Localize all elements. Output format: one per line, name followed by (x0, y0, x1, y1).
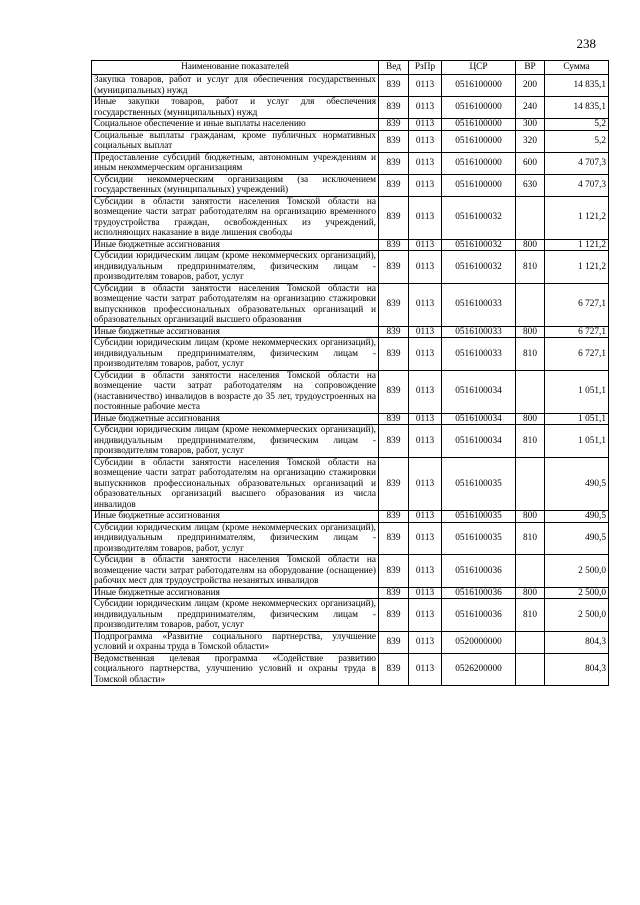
row-name-cell: Закупка товаров, работ и услуг для обеспечения государственных (муниципальных) нужд (92, 75, 379, 97)
row-sum-cell: 804,3 (545, 631, 609, 653)
table-row (92, 130, 609, 152)
table-row (92, 631, 609, 653)
header-csr: ЦСР (442, 61, 516, 75)
row-rzpr-cell: 0113 (409, 130, 442, 152)
table-row (92, 119, 609, 131)
row-vr-cell: 600 (516, 152, 545, 174)
row-sum-cell: 490,5 (545, 511, 609, 523)
row-ved-cell: 839 (379, 555, 409, 588)
row-ved-cell: 839 (379, 338, 409, 371)
row-csr-cell: 0516100000 (442, 119, 516, 131)
row-name-cell: Иные закупки товаров, работ и услуг для обеспечения государственных (муниципальных) нужд (92, 97, 379, 119)
row-vr-cell (516, 283, 545, 326)
table-row (92, 599, 609, 632)
row-name-cell: Предоставление субсидий бюджетным, автономным учреждениям и иным некоммерческим организациям (92, 152, 379, 174)
row-name-cell: Социальное обеспечение и иные выплаты населению (92, 119, 379, 131)
table-row (92, 326, 609, 338)
row-ved-cell: 839 (379, 196, 409, 239)
row-ved-cell: 839 (379, 174, 409, 196)
row-vr-cell: 800 (516, 239, 545, 251)
row-vr-cell (516, 653, 545, 686)
row-csr-cell: 0516100032 (442, 196, 516, 239)
row-csr-cell: 0516100034 (442, 413, 516, 425)
header-sum: Сумма (545, 61, 609, 75)
row-sum-cell: 1 121,2 (545, 239, 609, 251)
row-ved-cell: 839 (379, 326, 409, 338)
row-name-cell: Субсидии юридическим лицам (кроме некоммерческих организаций), индивидуальным предпринимателям, физическим лицам - производителям товаров, работ, услуг (92, 338, 379, 371)
row-vr-cell (516, 196, 545, 239)
row-sum-cell: 2 500,0 (545, 587, 609, 599)
row-vr-cell: 810 (516, 522, 545, 555)
row-csr-cell: 0516100036 (442, 587, 516, 599)
row-ved-cell: 839 (379, 130, 409, 152)
header-vr: ВР (516, 61, 545, 75)
row-sum-cell: 6 727,1 (545, 338, 609, 371)
row-sum-cell: 6 727,1 (545, 283, 609, 326)
row-csr-cell: 0516100035 (442, 522, 516, 555)
row-sum-cell: 6 727,1 (545, 326, 609, 338)
budget-table (91, 60, 609, 686)
row-rzpr-cell: 0113 (409, 587, 442, 599)
table-row (92, 283, 609, 326)
row-csr-cell: 0516100000 (442, 97, 516, 119)
row-sum-cell: 1 051,1 (545, 370, 609, 413)
row-vr-cell: 800 (516, 413, 545, 425)
table-header-row (92, 61, 609, 75)
row-vr-cell: 800 (516, 511, 545, 523)
row-rzpr-cell: 0113 (409, 251, 442, 284)
row-sum-cell: 14 835,1 (545, 97, 609, 119)
row-ved-cell: 839 (379, 511, 409, 523)
row-csr-cell: 0516100036 (442, 555, 516, 588)
row-sum-cell: 490,5 (545, 457, 609, 511)
row-rzpr-cell: 0113 (409, 97, 442, 119)
row-rzpr-cell: 0113 (409, 511, 442, 523)
header-ved: Вед (379, 61, 409, 75)
row-csr-cell: 0516100033 (442, 283, 516, 326)
page-number: 238 (576, 36, 596, 51)
table-row (92, 196, 609, 239)
table-row (92, 522, 609, 555)
row-rzpr-cell: 0113 (409, 239, 442, 251)
row-sum-cell: 1 121,2 (545, 251, 609, 284)
row-sum-cell: 1 051,1 (545, 425, 609, 458)
row-rzpr-cell: 0113 (409, 75, 442, 97)
table-row (92, 413, 609, 425)
row-name-cell: Субсидии юридическим лицам (кроме некоммерческих организаций), индивидуальным предпринимателям, физическим лицам - производителям товаров, работ, услуг (92, 599, 379, 632)
row-name-cell: Иные бюджетные ассигнования (92, 239, 379, 251)
row-vr-cell (516, 555, 545, 588)
row-rzpr-cell: 0113 (409, 152, 442, 174)
table-row (92, 338, 609, 371)
row-csr-cell: 0526200000 (442, 653, 516, 686)
row-ved-cell: 839 (379, 522, 409, 555)
row-vr-cell: 300 (516, 119, 545, 131)
row-csr-cell: 0516100000 (442, 75, 516, 97)
table-row (92, 251, 609, 284)
row-ved-cell: 839 (379, 97, 409, 119)
row-sum-cell: 5,2 (545, 119, 609, 131)
table-row (92, 587, 609, 599)
row-csr-cell: 0516100032 (442, 239, 516, 251)
table-row (92, 174, 609, 196)
table-row (92, 457, 609, 511)
row-rzpr-cell: 0113 (409, 338, 442, 371)
row-rzpr-cell: 0113 (409, 555, 442, 588)
row-csr-cell: 0516100036 (442, 599, 516, 632)
row-ved-cell: 839 (379, 425, 409, 458)
row-vr-cell: 810 (516, 425, 545, 458)
row-ved-cell: 839 (379, 631, 409, 653)
row-name-cell: Субсидии в области занятости населения Томской области на возмещение части затрат работодателям на организацию временного трудоустройства граждан, освобожденных из учреждений, исполняющих наказание в виде лишения свободы (92, 196, 379, 239)
table-row (92, 97, 609, 119)
row-ved-cell: 839 (379, 251, 409, 284)
row-sum-cell: 2 500,0 (545, 555, 609, 588)
row-name-cell: Субсидии юридическим лицам (кроме некоммерческих организаций), индивидуальным предпринимателям, физическим лицам - производителям товаров, работ, услуг (92, 425, 379, 458)
row-name-cell: Подпрограмма «Развитие социального партнерства, улучшение условий и охраны труда в Томской области» (92, 631, 379, 653)
table-row (92, 425, 609, 458)
row-name-cell: Ведомственная целевая программа «Содействие развитию социального партнерства, улучшению условий и охраны труда в Томской области» (92, 653, 379, 686)
row-sum-cell: 14 835,1 (545, 75, 609, 97)
row-vr-cell (516, 457, 545, 511)
table-row (92, 75, 609, 97)
row-csr-cell: 0516100033 (442, 338, 516, 371)
row-rzpr-cell: 0113 (409, 653, 442, 686)
row-vr-cell: 320 (516, 130, 545, 152)
row-vr-cell: 810 (516, 599, 545, 632)
row-rzpr-cell: 0113 (409, 119, 442, 131)
row-ved-cell: 839 (379, 119, 409, 131)
row-ved-cell: 839 (379, 653, 409, 686)
row-sum-cell: 1 051,1 (545, 413, 609, 425)
row-ved-cell: 839 (379, 457, 409, 511)
row-name-cell: Субсидии в области занятости населения Томской области на возмещение части затрат работодателям на организацию стажировки выпускников профессиональных образовательных организаций и образовательных организаций высшего образования из числа инвалидов (92, 457, 379, 511)
row-csr-cell: 0516100033 (442, 326, 516, 338)
row-sum-cell: 804,3 (545, 653, 609, 686)
row-csr-cell: 0516100035 (442, 511, 516, 523)
row-rzpr-cell: 0113 (409, 457, 442, 511)
row-sum-cell: 1 121,2 (545, 196, 609, 239)
row-csr-cell: 0516100035 (442, 457, 516, 511)
row-ved-cell: 839 (379, 283, 409, 326)
row-vr-cell: 200 (516, 75, 545, 97)
table-row (92, 152, 609, 174)
row-ved-cell: 839 (379, 599, 409, 632)
row-name-cell: Субсидии в области занятости населения Томской области на возмещение части затрат работодателям на сопровождение (наставничество) инвалидов в возрасте до 35 лет, трудоустроенных на постоянные рабочие места (92, 370, 379, 413)
row-ved-cell: 839 (379, 370, 409, 413)
row-vr-cell: 810 (516, 338, 545, 371)
row-rzpr-cell: 0113 (409, 283, 442, 326)
row-sum-cell: 4 707,3 (545, 152, 609, 174)
row-ved-cell: 839 (379, 413, 409, 425)
row-name-cell: Иные бюджетные ассигнования (92, 511, 379, 523)
table-row (92, 370, 609, 413)
row-name-cell: Субсидии некоммерческим организациям (за исключением государственных (муниципальных) учреждений) (92, 174, 379, 196)
table-body (92, 75, 609, 686)
row-rzpr-cell: 0113 (409, 413, 442, 425)
row-ved-cell: 839 (379, 152, 409, 174)
row-ved-cell: 839 (379, 587, 409, 599)
row-rzpr-cell: 0113 (409, 326, 442, 338)
row-vr-cell: 810 (516, 251, 545, 284)
header-rzpr: РзПр (409, 61, 442, 75)
row-rzpr-cell: 0113 (409, 599, 442, 632)
row-vr-cell (516, 631, 545, 653)
row-csr-cell: 0516100034 (442, 425, 516, 458)
row-name-cell: Иные бюджетные ассигнования (92, 587, 379, 599)
row-rzpr-cell: 0113 (409, 522, 442, 555)
row-name-cell: Субсидии в области занятости населения Томской области на возмещение части затрат работодателям на оборудование (оснащение) рабочих мест для трудоустройства незанятых инвалидов (92, 555, 379, 588)
row-vr-cell (516, 370, 545, 413)
table-row (92, 555, 609, 588)
row-csr-cell: 0516100034 (442, 370, 516, 413)
header-name: Наименование показателей (92, 61, 379, 75)
row-vr-cell: 240 (516, 97, 545, 119)
row-sum-cell: 2 500,0 (545, 599, 609, 632)
row-vr-cell: 630 (516, 174, 545, 196)
row-vr-cell: 800 (516, 326, 545, 338)
row-csr-cell: 0516100032 (442, 251, 516, 284)
row-name-cell: Субсидии в области занятости населения Томской области на возмещение части затрат работодателям на организацию стажировки выпускников профессиональных образовательных организаций и образовательных организаций высшего образования (92, 283, 379, 326)
row-name-cell: Субсидии юридическим лицам (кроме некоммерческих организаций), индивидуальным предпринимателям, физическим лицам - производителям товаров, работ, услуг (92, 522, 379, 555)
row-ved-cell: 839 (379, 75, 409, 97)
row-rzpr-cell: 0113 (409, 631, 442, 653)
row-name-cell: Иные бюджетные ассигнования (92, 326, 379, 338)
row-name-cell: Иные бюджетные ассигнования (92, 413, 379, 425)
row-csr-cell: 0516100000 (442, 152, 516, 174)
row-sum-cell: 490,5 (545, 522, 609, 555)
row-rzpr-cell: 0113 (409, 196, 442, 239)
row-name-cell: Социальные выплаты гражданам, кроме публичных нормативных социальных выплат (92, 130, 379, 152)
row-ved-cell: 839 (379, 239, 409, 251)
row-csr-cell: 0516100000 (442, 130, 516, 152)
table-row (92, 511, 609, 523)
row-sum-cell: 4 707,3 (545, 174, 609, 196)
table-row (92, 239, 609, 251)
row-sum-cell: 5,2 (545, 130, 609, 152)
row-vr-cell: 800 (516, 587, 545, 599)
row-csr-cell: 0516100000 (442, 174, 516, 196)
row-csr-cell: 0520000000 (442, 631, 516, 653)
table-row (92, 653, 609, 686)
row-rzpr-cell: 0113 (409, 370, 442, 413)
row-name-cell: Субсидии юридическим лицам (кроме некоммерческих организаций), индивидуальным предпринимателям, физическим лицам - производителям товаров, работ, услуг (92, 251, 379, 284)
row-rzpr-cell: 0113 (409, 174, 442, 196)
row-rzpr-cell: 0113 (409, 425, 442, 458)
